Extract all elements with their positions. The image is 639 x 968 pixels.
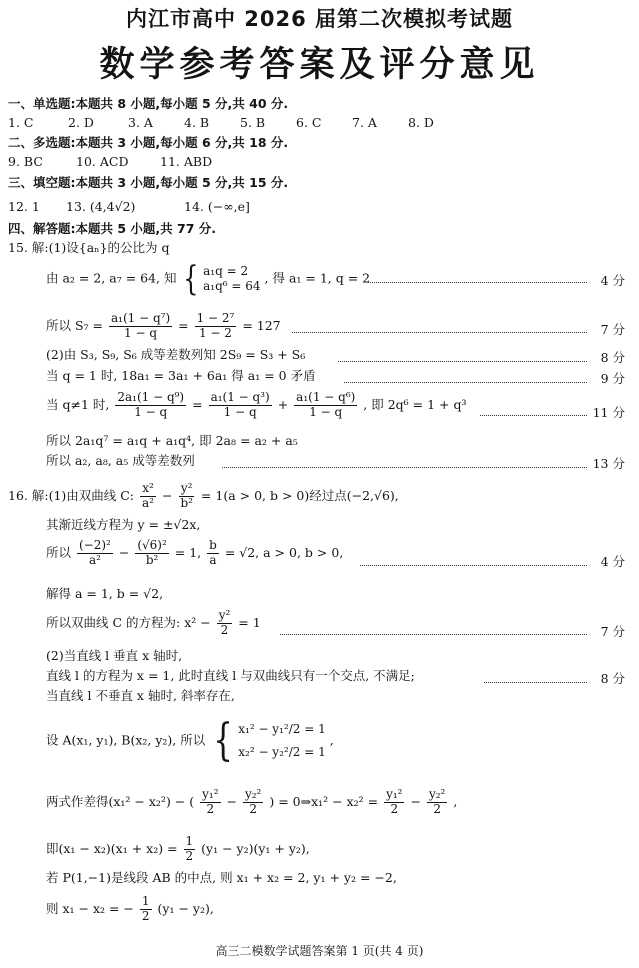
q16-l10-text: 两式作差得(x₁² − x₂²) − ( <box>46 793 195 809</box>
q15-line-5: 当 q = 1 时, 18a₁ = 3a₁ + 6a₁ 得 a₁ = 0 矛盾 <box>46 368 316 383</box>
fraction <box>209 391 272 420</box>
fraction-denominator: 2 <box>433 801 441 816</box>
q16-line-4: 解得 a = 1, b = √2, <box>46 586 164 601</box>
equals-sign: = <box>178 317 189 333</box>
fraction-denominator: 1 − 2 <box>198 325 232 340</box>
fraction-numerator: x² <box>142 481 154 495</box>
equals-sign: = <box>192 396 203 412</box>
fraction <box>140 482 156 511</box>
score-mark: 11 分 <box>592 405 625 420</box>
fraction-denominator: a² <box>142 495 154 510</box>
dot-leader <box>480 415 587 416</box>
q16-line-13 <box>46 895 214 924</box>
fraction-numerator: 1 <box>141 894 150 908</box>
q15-l6-result: , 即 2q⁶ = 1 + q³ <box>363 396 467 412</box>
answer-12: 12. 1 <box>8 199 40 214</box>
dot-leader <box>292 332 587 333</box>
system-eq-1: x₁² − y₁²/2 = 1 <box>238 722 326 736</box>
q15-line-7: 所以 2a₁q⁷ = a₁q + a₁q⁴, 即 2a₈ = a₂ + a₅ <box>46 433 298 448</box>
fraction-denominator: a² <box>88 552 101 567</box>
q15-line-8: 所以 a₂, a₈, a₅ 成等差数列 <box>46 453 195 468</box>
q15-line-6 <box>46 391 467 420</box>
fraction-numerator: a₁(1 − q⁶) <box>296 390 356 404</box>
score-mark: 9 分 <box>600 371 625 386</box>
q16-l9-text: 设 A(x₁, y₁), B(x₂, y₂), 所以 <box>46 732 206 748</box>
section-3-answers <box>8 199 250 215</box>
section-4-heading: 四、解答题:本题共 5 小题,共 77 分. <box>8 221 216 236</box>
q15-line-3 <box>46 312 281 341</box>
q16-l5-text: 所以双曲线 C 的方程为: x² − <box>46 614 211 630</box>
fraction <box>109 312 172 341</box>
fraction-denominator: 2 <box>390 801 399 816</box>
q15-l6-text: 当 q≠1 时, <box>46 396 110 412</box>
score-mark: 8 分 <box>600 350 625 365</box>
q16-line-10 <box>46 788 457 817</box>
fraction-denominator: 1 − q <box>223 404 257 419</box>
q16-line-7: 直线 l 的方程为 x = 1, 此时直线 l 与双曲线只有一个交点, 不满足; <box>46 668 415 683</box>
answer-14: 14. (−∞,e] <box>184 199 250 214</box>
q16-line-9 <box>46 714 334 766</box>
q16-line-8: 当直线 l 不垂直 x 轴时, 斜率存在, <box>46 688 235 703</box>
answer-7: 7. A <box>352 115 377 130</box>
answer-4: 4. B <box>184 115 210 130</box>
score-mark: 7 分 <box>600 624 625 639</box>
q15-l2-text: 由 a₂ = 2, a₇ = 64, 知 <box>46 270 177 286</box>
fraction-numerator: y² <box>180 481 193 495</box>
fraction-numerator: b <box>209 538 217 552</box>
fraction-denominator: 2 <box>206 801 215 816</box>
fraction <box>140 895 152 924</box>
fraction-denominator: 2 <box>141 908 150 923</box>
fraction-denominator: 1 − q <box>134 404 168 419</box>
fraction-numerator: y₂² <box>244 787 262 801</box>
dot-leader <box>222 467 587 468</box>
section-1-heading: 一、单选题:本题共 8 小题,每小题 5 分,共 40 分. <box>8 96 289 111</box>
fraction-numerator: y₁² <box>386 787 403 801</box>
fraction-numerator: 1 <box>185 834 194 848</box>
fraction-numerator: 2a₁(1 − q⁹) <box>117 390 185 404</box>
fraction <box>115 391 186 420</box>
dot-leader <box>344 382 587 383</box>
answer-10: 10. ACD <box>76 154 129 169</box>
q16-l1-text: 16. 解:(1)由双曲线 C: <box>8 487 135 503</box>
q16-line-5 <box>46 609 261 638</box>
q15-line-2 <box>46 259 371 299</box>
fraction-denominator: 1 − q <box>309 404 343 419</box>
fraction <box>178 482 195 511</box>
q15-l3-text: 所以 S₇ = <box>46 317 103 333</box>
answer-8: 8. D <box>408 115 434 130</box>
equation-system <box>238 718 325 764</box>
answer-11: 11. ABD <box>160 154 213 169</box>
section-1-answers <box>8 115 434 131</box>
section-2-heading: 二、多选题:本题共 3 小题,每小题 6 分,共 18 分. <box>8 135 289 150</box>
minus-sign: − <box>118 544 130 560</box>
q16-l3-mid: = 1, <box>174 544 202 560</box>
fraction <box>200 788 220 817</box>
answer-6: 6. C <box>296 115 322 130</box>
q16-l11-result: (y₁ − y₂)(y₁ + y₂), <box>201 840 310 856</box>
q16-l10-mid: ) = 0⇒x₁² − x₂² = <box>269 793 379 809</box>
minus-sign: − <box>161 487 173 503</box>
q15-line-4: (2)由 S₃, S₉, S₆ 成等差数列知 2S₉ = S₃ + S₆ <box>46 347 306 362</box>
fraction-denominator: 1 − q <box>124 325 158 340</box>
fraction <box>427 788 447 817</box>
answer-5: 5. B <box>240 115 266 130</box>
fraction <box>184 835 196 864</box>
fraction-denominator: 2 <box>185 848 194 863</box>
q16-l13-result: (y₁ − y₂), <box>157 900 214 916</box>
system-eq-1: a₁q = 2 <box>203 264 249 278</box>
q16-l3-result: = √2, a > 0, b > 0, <box>224 544 344 560</box>
dot-leader <box>368 282 587 283</box>
fraction-numerator: (√6)² <box>137 538 167 552</box>
minus-sign: − <box>410 793 421 809</box>
q15-l3-result: = 127 <box>242 317 281 333</box>
dot-leader <box>338 361 587 362</box>
comma: , <box>453 793 458 809</box>
score-mark: 7 分 <box>600 322 625 337</box>
q16-l3-text: 所以 <box>46 544 72 560</box>
brace-symbol: { <box>213 714 234 766</box>
fraction-numerator: 1 − 2⁷ <box>196 311 235 325</box>
answer-3: 3. A <box>128 115 153 130</box>
dot-leader <box>360 565 587 566</box>
fraction-denominator: b² <box>180 495 193 510</box>
fraction-numerator: y² <box>218 608 231 622</box>
fraction <box>77 539 113 568</box>
document-subtitle: 数学参考答案及评分意见 <box>99 45 540 85</box>
section-2-answers <box>8 154 212 170</box>
q16-line-6: (2)当直线 l 垂直 x 轴时, <box>46 648 183 663</box>
q16-line-12: 若 P(1,−1)是线段 AB 的中点, 则 x₁ + x₂ = 2, y₁ + y₂ = −2, <box>46 870 397 885</box>
plus-sign: + <box>277 396 289 412</box>
fraction <box>294 391 357 420</box>
q15-line-1: 15. 解:(1)设{aₙ}的公比为 q <box>8 240 170 255</box>
minus-sign: − <box>226 793 237 809</box>
fraction-numerator: (−2)² <box>79 538 111 552</box>
dot-leader <box>484 682 587 683</box>
q16-line-1 <box>8 482 399 511</box>
fraction-numerator: y₂² <box>428 787 446 801</box>
system-eq-2: a₁q⁶ = 64 <box>203 279 261 293</box>
score-mark: 8 分 <box>600 671 625 686</box>
fraction <box>195 312 237 341</box>
q16-line-2: 其渐近线方程为 y = ±√2x, <box>46 517 201 532</box>
answer-13: 13. (4,4√2) <box>66 199 136 214</box>
q16-l5-result: = 1 <box>238 614 261 630</box>
score-mark: 4 分 <box>600 273 625 288</box>
section-3-heading: 三、填空题:本题共 3 小题,每小题 5 分,共 15 分. <box>8 175 289 190</box>
fraction <box>217 609 233 638</box>
page-footer: 高三二模数学试题答案第 1 页(共 4 页) <box>215 944 424 958</box>
answer-2: 2. D <box>68 115 94 130</box>
fraction-denominator: 2 <box>249 801 257 816</box>
comma: , <box>329 732 334 748</box>
score-mark: 4 分 <box>600 554 625 569</box>
fraction-denominator: 2 <box>220 622 229 637</box>
q16-line-3 <box>46 539 343 568</box>
brace-symbol: { <box>183 259 199 299</box>
answer-9: 9. BC <box>8 154 43 169</box>
fraction-denominator: a <box>209 552 217 567</box>
fraction <box>135 539 168 568</box>
fraction-numerator: a₁(1 − q³) <box>210 390 270 404</box>
fraction <box>207 539 219 568</box>
document-title: 内江市高中 2026 届第二次模拟考试题 <box>125 7 514 31</box>
fraction-numerator: a₁(1 − q⁷) <box>110 311 171 325</box>
equation-system <box>203 264 260 294</box>
score-mark: 13 分 <box>592 456 625 471</box>
q16-l11-text: 即(x₁ − x₂)(x₁ + x₂) = <box>46 840 178 856</box>
system-eq-2: x₂² − y₂²/2 = 1 <box>238 744 326 759</box>
dot-leader <box>280 634 587 635</box>
q16-l1-result: = 1(a > 0, b > 0)经过点(−2,√6), <box>200 487 399 503</box>
fraction-denominator: b² <box>145 552 159 567</box>
fraction <box>243 788 263 817</box>
q15-l2-result: , 得 a₁ = 1, q = 2 <box>264 270 371 286</box>
q16-line-11 <box>46 835 310 864</box>
q16-l13-text: 则 x₁ − x₂ = − <box>46 900 134 916</box>
fraction <box>384 788 404 817</box>
fraction-numerator: y₁² <box>202 787 219 801</box>
answer-1: 1. C <box>8 115 34 130</box>
